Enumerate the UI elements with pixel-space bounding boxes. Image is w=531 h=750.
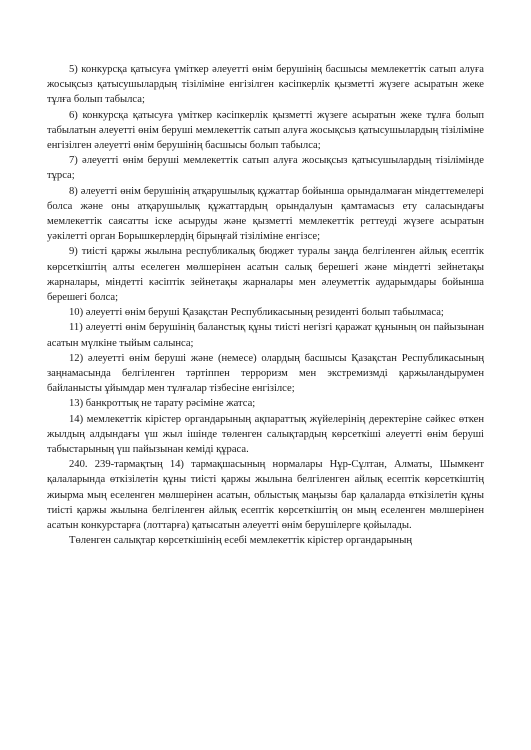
paragraph-item-7: 7) әлеуетті өнім беруші мемлекеттік сатып алуға жосықсыз қатысушылардың тізілімінде тұрса; xyxy=(47,155,484,182)
paragraph-item-6: 6) конкурсқа қатысуға үміткер кәсіпкерлік қызметті жүзеге асыратын жеке тұлға болып табылатын әлеуетті өнім беруші мемлекеттік сатып алуға жосықсыз қатысушылардың тізіліміне енгізілген әлеуетті өнім берушінің басшысы болып табылса; xyxy=(47,109,484,152)
paragraph-item-10: 10) әлеуетті өнім беруші Қазақстан Республикасының резиденті болып табылмаса; xyxy=(69,307,444,319)
paragraph-item-5: 5) конкурсқа қатысуға үміткер әлеуетті өнім берушінің басшысы мемлекеттік сатып алуға жосықсыз қатысушылардың тізіліміне енгізілген кәсіпкерлік қызметті жүзеге асыратын жеке тұлға болып табылса; xyxy=(47,64,484,106)
paragraph-item-8: 8) әлеуетті өнім берушінің атқарушылық құжаттар бойынша орындалмаған міндеттемелері болса және оны атқарушылық құжаттардың орындалуын қамтамасыз ету саласындағы мемлекеттік саясатты іске асыруды және қызметті мемлекеттік реттеуді жүзеге асыратын уәкілетті орган Борышкерлердің бірыңғай тізіліміне енгізсе; xyxy=(47,185,484,243)
paragraph-item-11: 11) әлеуетті өнім берушінің баланстық құны тиісті негізгі қаражат құнының он пайызынан асатын мүлкіне тыйым салынса; xyxy=(47,322,484,349)
paragraph-item-14: 14) мемлекеттік кірістер органдарының ақпараттық жүйелерінің деректеріне сәйкес өткен жылдың алдындағы үш жыл ішінде төленген салықтардың көрсеткіші әлеуетті өнім беруші табыстарының үш пайызынан кеміді құраса. xyxy=(47,413,484,456)
paragraph-article-240: 240. 239-тармақтың 14) тармақшасының нормалары Нұр-Сұлтан, Алматы, Шымкент қалаларында өткізілетін құны тиісті қаржы жылына белгіленген айлық есептік көрсеткіштің жиырма мың еселенген мөлшерінен асатын, облыстық маңызы бар қалаларда өткізілетін құны тиісті қаржы жылына белгіленген айлық есептік көрсеткіштің он мың еселенген мөлшерінен асатын конкурстарға (лоттарға) қатысатын әлеуетті өнім берушілерге қойылады. xyxy=(47,459,484,532)
paragraph-item-9: 9) тиісті қаржы жылына республикалық бюджет туралы заңда белгіленген айлық есептік көрсеткіштің алты еселеген мөлшерінен асатын салық берешегі және міндетті зейнетақы жарналары, міндетті кәсіптік зейнетақы жарналары мен әлеуметтік аударымдары бойынша берешегі болса; xyxy=(47,246,484,304)
paragraph-tax-calculation: Төленген салықтар көрсеткішінің есебі мемлекеттік кірістер органдарының xyxy=(69,535,413,547)
paragraph-item-13: 13) банкроттық не тарату рәсіміне жатса; xyxy=(69,398,256,410)
paragraph-item-12: 12) әлеуетті өнім беруші және (немесе) олардың басшысы Қазақстан Республикасының заңнамасында белгіленген тәртіппен терроризм мен экстремизмді қаржыландырумен байланысты ұйымдар мен тұлғалар тізбесіне енгізілсе; xyxy=(47,352,484,395)
